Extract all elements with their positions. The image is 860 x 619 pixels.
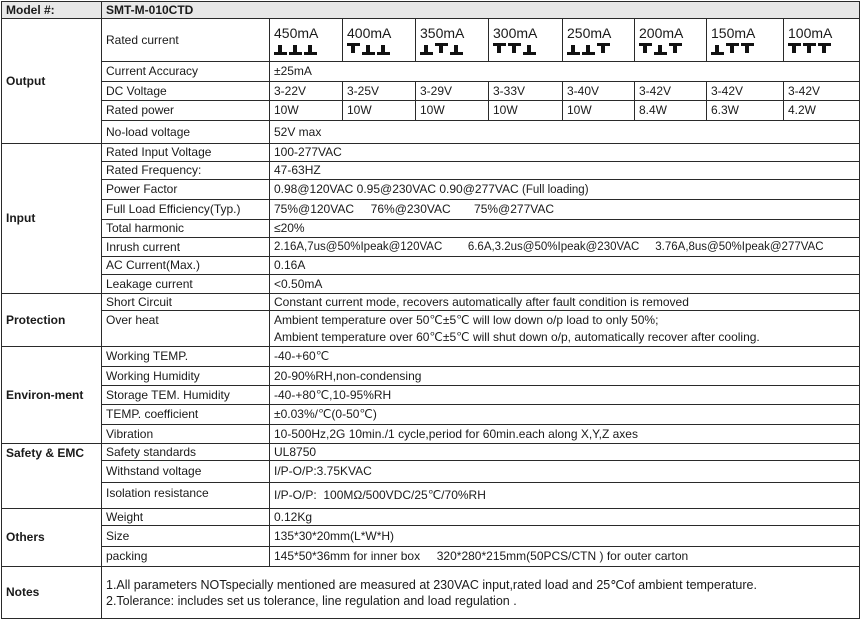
rated-power-value: 10W xyxy=(563,101,635,121)
input-label: Full Load Efficiency(Typ.) xyxy=(102,200,270,220)
input-label: Power Factor xyxy=(102,180,270,200)
current-value: 100mA xyxy=(788,25,833,41)
over-heat-line: Ambient temperature over 50℃±5℃ will low down o/p load to only 50%; xyxy=(274,313,659,327)
model-row xyxy=(2,2,860,19)
input-label: Leakage current xyxy=(102,275,270,294)
rated-power-value: 10W xyxy=(343,101,416,121)
safety-row xyxy=(2,461,860,483)
safety-label: Safety standards xyxy=(102,444,270,461)
power-factor-note: (Full loading) xyxy=(522,183,589,196)
input-value: 2.16A,7us@50%Ipeak@120VAC 6.6A,3.2us@50%Ipeak@230VAC 3.76A,8us@50%Ipeak@277VAC xyxy=(270,238,860,257)
protection-label: Over heat xyxy=(102,311,270,347)
safety-row xyxy=(2,483,860,509)
noload-voltage-label: No-load voltage xyxy=(102,121,270,144)
dip-switch-graphic xyxy=(788,43,836,55)
dip-switch-icon xyxy=(788,43,855,55)
input-label: AC Current(Max.) xyxy=(102,257,270,275)
environment-value: 20-90%RH,non-condensing xyxy=(270,367,860,386)
environment-label: Vibration xyxy=(102,425,270,444)
input-value-cell xyxy=(270,180,860,200)
protection-value: Constant current mode, recovers automatically after fault condition is removed xyxy=(270,294,860,311)
current-cell xyxy=(784,19,860,62)
dip-switch-stem xyxy=(293,45,297,53)
protection-value-cell xyxy=(270,311,860,347)
dip-switch-stem xyxy=(527,45,531,53)
protection-row xyxy=(2,311,860,347)
current-value: 250mA xyxy=(567,25,612,41)
protection-row xyxy=(2,294,860,311)
current-value: 300mA xyxy=(493,25,538,41)
noload-voltage-value: 52V max xyxy=(270,121,860,144)
others-label: Weight xyxy=(102,509,270,526)
input-row xyxy=(2,275,860,294)
input-row xyxy=(2,220,860,238)
current-value: 400mA xyxy=(347,25,392,41)
environment-label: Working TEMP. xyxy=(102,347,270,367)
dip-switch-stem xyxy=(381,45,385,53)
section-others: Others xyxy=(2,509,102,567)
dip-switch-stem xyxy=(792,45,796,53)
environment-row xyxy=(2,405,860,425)
input-value: 75%@120VAC 76%@230VAC 75%@277VAC xyxy=(270,200,860,220)
current-cell xyxy=(563,19,635,62)
dip-switch-stem xyxy=(730,45,734,53)
rated-power-value: 10W xyxy=(489,101,563,121)
dc-voltage-value: 3-33V xyxy=(489,82,563,101)
dip-switch-graphic xyxy=(639,43,687,55)
dip-switch-stem xyxy=(454,45,458,53)
input-value: 100-277VAC xyxy=(270,144,860,162)
dip-switch-stem xyxy=(822,45,826,53)
others-value: 0.12Kg xyxy=(270,509,860,526)
model-value: SMT-M-010CTD xyxy=(102,2,860,19)
current-value: 350mA xyxy=(420,25,465,41)
input-row xyxy=(2,144,860,162)
dip-switch-stem xyxy=(439,45,443,53)
rated-power-value: 8.4W xyxy=(635,101,707,121)
dip-switch-stem xyxy=(424,45,428,53)
rated-power-label: Rated power xyxy=(102,101,270,121)
dip-switch-stem xyxy=(497,45,501,53)
current-cell xyxy=(343,19,416,62)
safety-label: Withstand voltage xyxy=(102,461,270,483)
dip-switch-graphic xyxy=(347,43,395,55)
rated-current-row xyxy=(2,19,860,62)
environment-value: -40-+80℃,10-95%RH xyxy=(270,386,860,405)
current-accuracy-row xyxy=(2,62,860,82)
input-row xyxy=(2,162,860,180)
input-row xyxy=(2,238,860,257)
environment-value: ±0.03%/℃(0-50℃) xyxy=(270,405,860,425)
dip-switch-graphic xyxy=(274,43,322,55)
input-value: <0.50mA xyxy=(270,275,860,294)
dc-voltage-value: 3-22V xyxy=(270,82,343,101)
current-value: 150mA xyxy=(711,25,756,41)
input-row xyxy=(2,200,860,220)
environment-value: -40-+60℃ xyxy=(270,347,860,367)
input-label: Total harmonic xyxy=(102,220,270,238)
section-environment: Environ-ment xyxy=(2,347,102,444)
environment-label: Storage TEM. Humidity xyxy=(102,386,270,405)
section-notes: Notes xyxy=(2,567,102,619)
environment-row xyxy=(2,425,860,444)
dc-voltage-value: 3-40V xyxy=(563,82,635,101)
model-label: Model #: xyxy=(2,2,102,19)
safety-label: Isolation resistance xyxy=(102,483,270,509)
environment-row xyxy=(2,347,860,367)
environment-label: Working Humidity xyxy=(102,367,270,386)
current-cell xyxy=(416,19,489,62)
others-value: 145*50*36mm for inner box 320*280*215mm(50PCS/CTN ) for outer carton xyxy=(270,547,860,567)
dc-voltage-label: DC Voltage xyxy=(102,82,270,101)
safety-value: I/P-O/P: 100MΩ/500VDC/25℃/70%RH xyxy=(270,483,860,509)
rated-power-value: 10W xyxy=(416,101,489,121)
input-row xyxy=(2,257,860,275)
dip-switch-stem xyxy=(745,45,749,53)
dip-switch-stem xyxy=(673,45,677,53)
dc-voltage-value: 3-42V xyxy=(707,82,784,101)
input-value: 0.16A xyxy=(270,257,860,275)
dip-switch-stem xyxy=(351,45,355,53)
dip-switch-stem xyxy=(278,45,282,53)
dip-switch-stem xyxy=(807,45,811,53)
dip-switch-icon xyxy=(347,43,411,55)
current-cell xyxy=(635,19,707,62)
environment-row xyxy=(2,386,860,405)
others-row xyxy=(2,509,860,526)
current-value: 200mA xyxy=(639,25,684,41)
input-label: Rated Frequency: xyxy=(102,162,270,180)
dc-voltage-row xyxy=(2,82,860,101)
protection-label: Short Circuit xyxy=(102,294,270,311)
rated-power-value: 10W xyxy=(270,101,343,121)
section-input: Input xyxy=(2,144,102,294)
power-factor-value: 0.98@120VAC 0.95@230VAC 0.90@277VAC xyxy=(274,181,519,196)
dip-switch-graphic xyxy=(711,43,759,55)
spec-table xyxy=(1,1,860,619)
current-cell xyxy=(489,19,563,62)
others-row xyxy=(2,526,860,547)
dip-switch-icon xyxy=(420,43,484,55)
dc-voltage-value: 3-42V xyxy=(635,82,707,101)
rated-power-value: 4.2W xyxy=(784,101,860,121)
current-accuracy-value: ±25mA xyxy=(270,62,860,82)
input-row xyxy=(2,180,860,200)
note-line: 2.Tolerance: includes set us tolerance, line regulation and load regulation . xyxy=(106,593,517,608)
others-row xyxy=(2,547,860,567)
dip-switch-icon xyxy=(274,43,338,55)
safety-row xyxy=(2,444,860,461)
section-output: Output xyxy=(2,19,102,144)
dc-voltage-value: 3-25V xyxy=(343,82,416,101)
dc-voltage-value: 3-29V xyxy=(416,82,489,101)
dip-switch-stem xyxy=(601,45,605,53)
dip-switch-graphic xyxy=(493,43,541,55)
environment-value: 10-500Hz,2G 10min./1 cycle,period for 60min.each along X,Y,Z axes xyxy=(270,425,860,444)
note-line: 1.All parameters NOTspecially mentioned are measured at 230VAC input,rated load and 25℃of ambient temperature. xyxy=(106,577,757,592)
dip-switch-graphic xyxy=(420,43,468,55)
others-label: Size xyxy=(102,526,270,547)
current-cell xyxy=(707,19,784,62)
dip-switch-graphic xyxy=(567,43,615,55)
dip-switch-icon xyxy=(493,43,558,55)
dip-switch-icon xyxy=(567,43,630,55)
dip-switch-stem xyxy=(366,45,370,53)
dip-switch-stem xyxy=(658,45,662,53)
input-label: Inrush current xyxy=(102,238,270,257)
section-safety: Safety & EMC xyxy=(2,444,102,509)
input-value: ≤20% xyxy=(270,220,860,238)
environment-label: TEMP. coefficient xyxy=(102,405,270,425)
rated-current-label: Rated current xyxy=(102,19,270,62)
dip-switch-icon xyxy=(639,43,702,55)
noload-voltage-row xyxy=(2,121,860,144)
safety-value: I/P-O/P:3.75KVAC xyxy=(270,461,860,483)
dip-switch-stem xyxy=(512,45,516,53)
section-protection: Protection xyxy=(2,294,102,347)
dip-switch-icon xyxy=(711,43,779,55)
others-label: packing xyxy=(102,547,270,567)
dip-switch-stem xyxy=(715,45,719,53)
dip-switch-stem xyxy=(643,45,647,53)
current-cell xyxy=(270,19,343,62)
dip-switch-stem xyxy=(586,45,590,53)
current-value: 450mA xyxy=(274,25,319,41)
rated-power-row xyxy=(2,101,860,121)
dip-switch-stem xyxy=(571,45,575,53)
dc-voltage-value: 3-42V xyxy=(784,82,860,101)
input-label: Rated Input Voltage xyxy=(102,144,270,162)
environment-row xyxy=(2,367,860,386)
over-heat-line: Ambient temperature over 60℃±5℃ will shut down o/p, automatically recover after cooling. xyxy=(274,330,760,344)
rated-power-value: 6.3W xyxy=(707,101,784,121)
others-value: 135*30*20mm(L*W*H) xyxy=(270,526,860,547)
safety-value: UL8750 xyxy=(270,444,860,461)
input-value: 47-63HZ xyxy=(270,162,860,180)
dip-switch-stem xyxy=(308,45,312,53)
current-accuracy-label: Current Accuracy xyxy=(102,62,270,82)
